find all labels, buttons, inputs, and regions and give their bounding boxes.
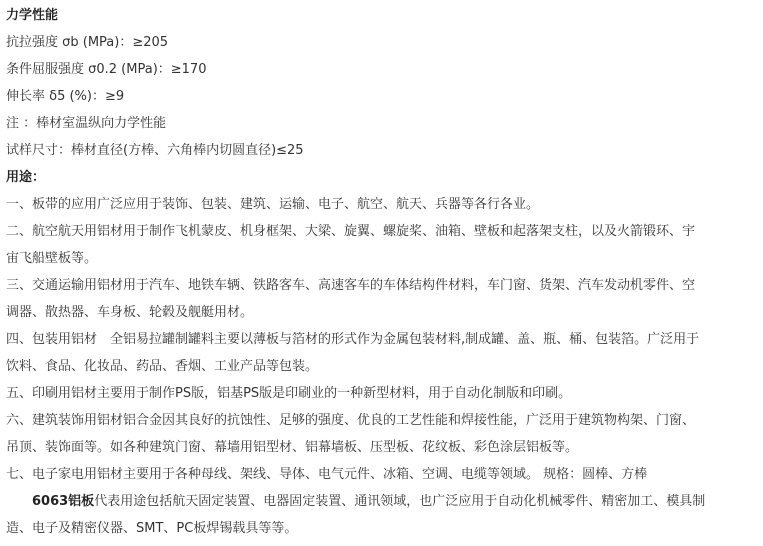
use-item-3-line-2: 调器、散热器、车身板、轮毂及舰艇用材。 bbox=[6, 305, 254, 320]
tensile-strength-line: 抗拉强度 σb (MPa)：≥205 bbox=[6, 35, 169, 50]
elongation-line: 伸长率 δ5 (%)：≥9 bbox=[6, 89, 125, 104]
use-item-4-line-2: 饮料、食品、化妆品、药品、香烟、工业产品等包装。 bbox=[6, 359, 319, 374]
mechanical-properties-heading: 力学性能 bbox=[6, 8, 59, 23]
use-item-2-line-2: 宙飞船壁板等。 bbox=[6, 251, 98, 266]
use-item-7-line-1: 七、电子家电用铝材主要用于各种母线、架线、导体、电气元件、冰箱、空调、电缆等领域。 规格：圆棒、方棒 bbox=[6, 467, 648, 482]
use-item-3-line-1: 三、交通运输用铝材用于汽车、地铁车辆、铁路客车、高速客车的车体结构件材料，车门窗、货架、汽车发动机零件、空 bbox=[6, 278, 696, 293]
use-item-1: 一、板带的应用广泛应用于装饰、包装、建筑、运输、电子、航空、航天、兵器等各行各业。 bbox=[6, 197, 540, 212]
use-item-7-line-2-text: 代表用途包括航天固定装置、电器固定装置、通讯领域，也广泛应用于自动化机械零件、精密加工、模具制 bbox=[94, 494, 706, 509]
sample-size-line: 试样尺寸：棒材直径(方棒、六角棒内切圆直径)≤25 bbox=[6, 143, 304, 158]
note-line: 注 ：棒材室温纵向力学性能 bbox=[6, 116, 167, 131]
use-item-7-line-2 bbox=[6, 488, 757, 515]
use-item-6-line-1: 六、建筑装饰用铝材铝合金因其良好的抗蚀性、足够的强度、优良的工艺性能和焊接性能，广泛用于建筑物构架、门窗、 bbox=[6, 413, 696, 428]
use-item-6-line-2: 吊顶、装饰面等。如各种建筑门窗、幕墙用铝型材、铝幕墙板、压型板、花纹板、彩色涂层铝板等。 bbox=[6, 440, 579, 455]
use-item-2-line-1: 二、航空航天用铝材用于制作飞机蒙皮、机身框架、大梁、旋翼、螺旋桨、油箱、壁板和起落架支柱，以及火箭锻环、宇 bbox=[6, 224, 696, 239]
yield-strength-line: 条件屈服强度 σ0.2 (MPa)：≥170 bbox=[6, 62, 207, 77]
use-item-7-line-3: 造、电子及精密仪器、SMT、PC板焊锡载具等等。 bbox=[6, 521, 298, 536]
uses-heading: 用途： bbox=[6, 170, 46, 185]
product-name-6063: 6063铝板 bbox=[32, 494, 95, 509]
use-item-5: 五、印刷用铝材主要用于制作PS版，铝基PS版是印刷业的一种新型材料，用于自动化制版和印刷。 bbox=[6, 386, 572, 401]
use-item-4-line-1: 四、包装用铝材 全铝易拉罐制罐料主要以薄板与箔材的形式作为金属包装材料,制成罐、盖、瓶、桶、包装箔。广泛用于 bbox=[6, 332, 700, 347]
